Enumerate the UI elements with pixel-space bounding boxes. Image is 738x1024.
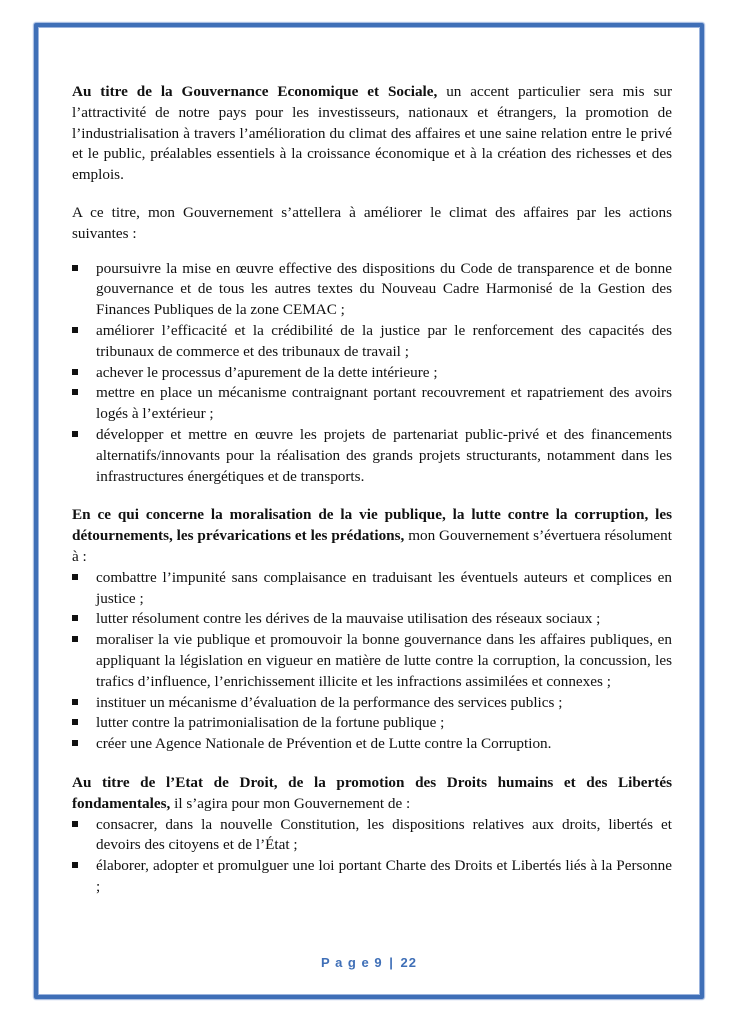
- paragraph-economic-governance: [72, 82, 672, 186]
- paragraph-lead-bold: Au titre de l’Etat de Droit, de la promotion des Droits humains et des Libertés fondamentales,: [72, 773, 672, 812]
- square-bullet-icon: [72, 862, 78, 868]
- list-item: [72, 609, 672, 630]
- list-item-text: instituer un mécanisme d’évaluation de la performance des services publics ;: [96, 693, 563, 711]
- list-item-text: moraliser la vie publique et promouvoir la bonne gouvernance dans les affaires publiques, en appliquant la législation en vigueur en matière de lutte contre la corruption, la concussion, les trafics d’influence, l’enrichissement illicite et les infractions assimilées et connexes ;: [96, 631, 672, 690]
- paragraph-business-climate-intro: A ce titre, mon Gouvernement s’attellera à améliorer le climat des affaires par les actions suivantes :: [72, 203, 672, 242]
- paragraph-lead-bold: En ce qui concerne la moralisation de la vie publique, la lutte contre la corruption, les détournements, les prévarications et les prédations,: [72, 506, 672, 545]
- list-rule-of-law-actions: [72, 815, 672, 898]
- paragraph-lead-text: il s’agira pour mon Gouvernement de :: [170, 794, 411, 812]
- square-bullet-icon: [72, 369, 78, 375]
- square-bullet-icon: [72, 431, 78, 437]
- list-item-text: consacrer, dans la nouvelle Constitution, les dispositions relatives aux droits, libertés et devoirs des citoyens et de l’État ;: [96, 815, 672, 854]
- list-item-text: achever le processus d’apurement de la dette intérieure ;: [96, 363, 438, 381]
- list-item: [72, 713, 672, 734]
- list-item: [72, 630, 672, 692]
- page-total: 22: [400, 955, 417, 970]
- square-bullet-icon: [72, 265, 78, 271]
- list-item: [72, 363, 672, 384]
- square-bullet-icon: [72, 389, 78, 395]
- list-item: [72, 259, 672, 321]
- list-moralisation-actions: [72, 568, 672, 755]
- page-label: P a g e: [321, 955, 370, 970]
- square-bullet-icon: [72, 615, 78, 621]
- list-item-text: créer une Agence Nationale de Prévention et de Lutte contre la Corruption.: [96, 735, 552, 753]
- list-item-text: mettre en place un mécanisme contraignant portant recouvrement et rapatriement des avoirs logés à l’extérieur ;: [96, 384, 672, 423]
- list-item: [72, 693, 672, 714]
- list-item-text: élaborer, adopter et promulguer une loi portant Charte des Droits et Libertés liés à la Personne ;: [96, 857, 672, 895]
- square-bullet-icon: [72, 740, 78, 746]
- square-bullet-icon: [72, 719, 78, 725]
- list-item: [72, 425, 672, 487]
- paragraph-lead-text: mon Gouvernement s’évertuera résolument à :: [72, 527, 672, 565]
- paragraph-lead-text: un accent particulier sera mis sur l’attractivité de notre pays pour les investisseurs, nationaux et étrangers, la promotion de l’industrialisation à travers l’amélioration du climat des affaires et une saine relation entre le privé et le public, préalables essentiels à la croissance économique et à la création des richesses et des emplois.: [72, 83, 672, 184]
- page-number: 9: [374, 955, 383, 970]
- list-item-text: poursuivre la mise en œuvre effective des dispositions du Code de transparence et de bonne gouvernance et de tous les autres textes du Nouveau Cadre Harmonisé de la Gestion des Finances Publiques de la zone CEMAC ;: [96, 259, 672, 319]
- list-item-text: développer et mettre en œuvre les projets de partenariat public-privé et des financements alternatifs/innovants pour la réalisation des grands projets structurants, notamment dans les infrastructures énergétiques et de transports.: [96, 425, 672, 485]
- paragraph-rule-of-law: [72, 773, 672, 815]
- list-item-text: lutter résolument contre les dérives de la mauvaise utilisation des réseaux sociaux ;: [96, 610, 601, 628]
- list-item: [72, 321, 672, 363]
- list-item-text: lutter contre la patrimonialisation de la fortune publique ;: [96, 714, 445, 732]
- square-bullet-icon: [72, 636, 78, 642]
- list-item: [72, 815, 672, 857]
- square-bullet-icon: [72, 327, 78, 333]
- paragraph-lead-bold: Au titre de la Gouvernance Economique et Sociale,: [72, 83, 438, 100]
- paragraph-moralisation: [72, 505, 672, 567]
- list-item-text: améliorer l’efficacité et la crédibilité de la justice par le renforcement des capacités des tribunaux de commerce et des tribunaux de travail ;: [96, 321, 672, 360]
- page-separator: |: [389, 955, 394, 970]
- list-item: [72, 568, 672, 610]
- list-item: [72, 383, 672, 425]
- list-item: [72, 734, 672, 755]
- square-bullet-icon: [72, 699, 78, 705]
- square-bullet-icon: [72, 574, 78, 580]
- page-footer: [0, 955, 738, 970]
- list-item: [72, 856, 672, 898]
- list-item-text: combattre l’impunité sans complaisance en traduisant les éventuels auteurs et complices en justice ;: [96, 568, 672, 607]
- list-business-climate-actions: [72, 259, 672, 488]
- page-content: [72, 82, 672, 898]
- square-bullet-icon: [72, 821, 78, 827]
